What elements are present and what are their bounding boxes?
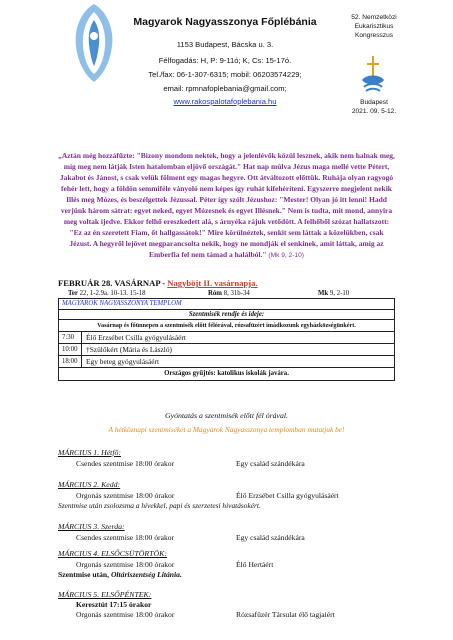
mass-schedule-table (58, 298, 395, 381)
readings-line (58, 290, 395, 297)
reading1-label: Ter (68, 290, 78, 297)
day-tuesday (58, 480, 395, 510)
mass-description: Csendes szentmise 18:00 órakor (76, 533, 175, 542)
email-address: email: rpmnafoplebania@gmail.com; (163, 84, 287, 93)
sunday-date: FEBRUÁR 28. VASÁRNAP (58, 278, 161, 288)
mass-description: Orgonás szentmise 18:00 órakor (76, 610, 175, 619)
congress-line3: Kongresszus (354, 32, 394, 39)
mass-intention: Egy beteg gyógyulásáért (86, 357, 160, 366)
day-title: MÁRCIUS 3. Szerda: (58, 522, 125, 531)
mass-description: Orgonás szentmise 18:00 órakor (76, 491, 175, 500)
mass-intention: †Szülőkért (Mária és László) (86, 345, 172, 354)
mass-description: Orgonás szentmise 18:00 órakor (76, 560, 175, 569)
reading2-label: Róm (208, 290, 222, 297)
weekday-masses-note: A hétköznapi szentmiséket a Magyarok Nagyasszonya templomban mutatjuk be! (108, 425, 345, 434)
reading2: 8, 31b-34 (223, 290, 250, 297)
congress-line1: 52. Nemzetközi (351, 14, 397, 21)
congress-place (334, 98, 414, 116)
sunday-subtitle: Nagyböjt II. vasárnapja. (167, 278, 258, 288)
litany-note (58, 570, 395, 579)
eucharistic-congress-logo-icon (358, 54, 388, 94)
mass-intention: Egy család szándékára (236, 533, 305, 542)
mass-time: 10:00 (59, 344, 82, 355)
table-row (59, 332, 394, 344)
day-title: MÁRCIUS 4. ELSŐCSÜTÖRTÖK: (58, 549, 167, 558)
gospel-text: „Aztán még hozzáfűzte: "Bizony mondom nektek, hogy a jelenlévők közül lesznek, akik nem halnak meg, míg meg nem látják Isten hatalomban eljövő országát." Hat nap múlva Jézus maga mellé vette Pétert, Jakabot és Jánost, s csak velük fölment egy magas hegyre. Ott átváltozott előttük. Ruhája olyan ragyogó fehér lett, hogy a földön semmiféle ványoló nem képes így ruhát kifehéríteni. Egyszerre megjelent nekik Illés meg Mózes, és beszélgettek Jézussal. Péter így szólt Jézushoz: "Mester! Olyan jó itt lenni! Hadd verjünk három sátrat: egyet neked, egyet Mózesnek és egyet Illésnek." Nem is tudta, mit mond, annyira meg voltak ijedve. Ekkor felhő ereszkedett alá, s árnyéka rájuk vetődött. A felhőből szózat hallatszott: "Ez az én szeretett Fiam, őt hallgassátok!" Mire körülnéztek, senkit sem láttak a közelükben, csak Jézust. A hegyről lejövet megparancsolta nekik, hogy ne mondják el senkinek, amit láttak, amíg az Emberfia fel nem támad a halálból." (58, 151, 395, 259)
website-link[interactable]: www.rakospalotafoplebania.hu (173, 97, 277, 106)
confession-note: Gyóntatás a szentmisék előtt fél órával. (165, 411, 288, 420)
day-friday (58, 590, 395, 619)
sunday-dash: - (160, 278, 168, 288)
reading1: 22, 1-2.9a. 10-13. 15-18 (79, 290, 146, 297)
parish-title: Magyarok Nagyasszonya Főplébánia (133, 16, 317, 28)
day-note: Szentmise után zsolozsma a hívekkel, papi és szerzetesi hivatásokért. (58, 501, 261, 510)
gospel-reference: (Mk 9, 2-10) (268, 252, 304, 259)
mass-time: 7:30 (59, 332, 82, 343)
dove-emblem-icon (70, 2, 118, 84)
mass-intention: Egy család szándékára (236, 459, 305, 468)
collection-row: Országos gyűjtés: katolikus iskolák javára. (164, 370, 289, 377)
congress-label (334, 13, 414, 40)
congress-dates: 2021. 09. 5-12. (351, 108, 397, 115)
day-monday (58, 448, 395, 468)
day-thursday (58, 549, 395, 579)
litany-prefix: Szentmise után, (58, 570, 111, 579)
reading3: 9, 2-10 (329, 290, 350, 297)
day-wednesday (58, 522, 395, 542)
sunday-heading (58, 278, 395, 288)
litany-name: Oltáriszentség Litánia. (110, 570, 182, 579)
table-row (59, 356, 394, 368)
day-title: MÁRCIUS 2. Kedd: (58, 480, 121, 489)
office-hours: Félfogadás: H, P: 9-11ó; K, Cs: 15-17ó. (158, 56, 292, 65)
mass-time: 18:00 (59, 356, 82, 367)
mass-intention: Élő Hertáért (236, 560, 274, 569)
table-row (59, 344, 394, 356)
day-title: MÁRCIUS 5. ELSŐPÉNTEK: (58, 590, 152, 599)
day-title: MÁRCIUS 1. Hétfő: (58, 448, 122, 457)
phone-numbers: Tel./fax: 06-1-307-6315; mobil: 06203574229; (148, 70, 302, 79)
congress-line2: Eukarisztikus (354, 23, 394, 30)
mass-intention: Élő Erzsébet Csilla gyógyulásáért (86, 333, 186, 342)
parish-address: 1153 Budapest, Bácska u. 3. (176, 40, 274, 49)
stations-of-cross: Keresztút 17:15 órakor (76, 600, 152, 609)
mass-intention: Élő Erzsébet Csilla gyógyulásáért (236, 491, 339, 500)
schedule-title-row: Szentmisék rendje és ideje: (59, 310, 394, 321)
gospel-passage (58, 150, 395, 261)
church-name-row: MAGYAROK NAGYASSZONYA TEMPLOM (59, 299, 394, 310)
mass-description: Csendes szentmise 18:00 órakor (76, 459, 175, 468)
rosary-note-row: Vasárnap és főünnepen a szentmisék előtt félórával, rózsafüzért imádkozunk egyházközségünkért. (59, 320, 394, 332)
mass-intention: Rózsafüzér Társulat élő tagjaiért (236, 610, 335, 619)
reading3-label: Mk (318, 290, 329, 297)
congress-city: Budapest (360, 99, 388, 106)
